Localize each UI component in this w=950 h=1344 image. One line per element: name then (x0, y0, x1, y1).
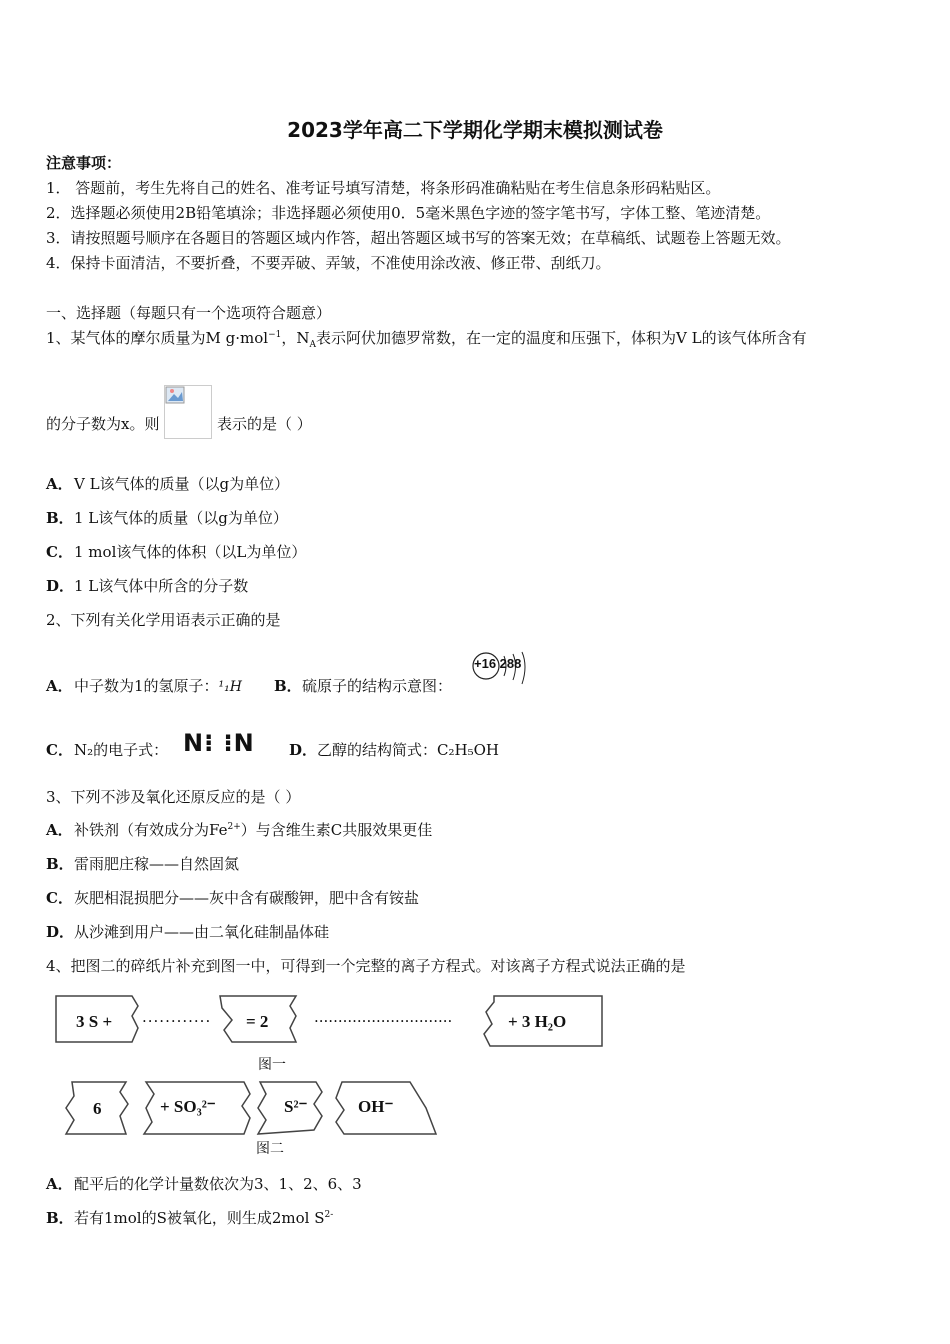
fig2-caption: 图二 (256, 1141, 284, 1157)
q3-option: B．雷雨肥庄稼——自然固氮 (46, 855, 240, 873)
q3-option: D．从沙滩到用户——由二氧化硅制晶体硅 (46, 923, 330, 941)
fig1-piece-h2o: + 3 H₂O (508, 1012, 567, 1031)
q2-option-d: D．乙醇的结构简式：C₂H₅OH (289, 741, 499, 759)
fig1-gap-dots: ............ (142, 1008, 212, 1026)
fig1-caption: 图一 (258, 1057, 286, 1073)
n2-electron-formula: N⁝ ⁝N (183, 729, 255, 757)
q1-option: A．V L该气体的质量（以g为单位） (46, 475, 290, 493)
q1-stem: 1、某气体的摩尔质量为M g·mol$^{-1}$，$N_A$表示阿伏加德罗常数，在一定的温度和压强下，体积为V L的该气体所含有 (46, 329, 807, 350)
fig2-piece-6: 6 (93, 1099, 102, 1118)
notice-item: 2．选择题必须使用2B铅笔填涂；非选择题必须使用0．5毫米黑色字迹的签字笔书写，字体工整、笔迹清楚。 (46, 204, 771, 222)
q3-stem: 3、下列不涉及氧化还原反应的是（ ） (46, 788, 301, 806)
fig2-piece-so3: + SO₃²⁻ (160, 1097, 216, 1116)
page-title: 2023学年高二下学期化学期末模拟测试卷 (287, 118, 663, 142)
hydrogen-isotope-symbol: ¹₁H (218, 679, 242, 695)
fig2-piece-s2: S²⁻ (284, 1097, 308, 1116)
q3-option: A．补铁剂（有效成分为$Fe^{2+}$）与含维生素C共服效果更佳 (46, 821, 433, 839)
fig1-piece-3s: 3 S + (76, 1012, 113, 1031)
fig2-piece-oh: OH⁻ (358, 1097, 394, 1116)
section-heading: 一、选择题（每题只有一个选项符合题意） (46, 304, 332, 322)
q1-option: B．1 L该气体的质量（以g为单位） (46, 509, 288, 527)
q4-stem: 4、把图二的碎纸片补充到图一中，可得到一个完整的离子方程式。对该离子方程式说法正确的是 (46, 957, 686, 975)
q3-option: C．灰肥相混损肥分——灰中含有碳酸钾，肥中含有铵盐 (46, 889, 420, 907)
notice-item: 4．保持卡面清洁，不要折叠，不要弄破、弄皱，不准使用涂改液、修正带、刮纸刀。 (46, 254, 611, 272)
notice-heading: 注意事项： (46, 154, 122, 172)
q1-stem-line2: 的分子数为x。则 表示的是（ ） (46, 385, 312, 439)
q2-option-c: C．N₂的电子式： (46, 741, 169, 759)
sulfur-atom-diagram: +16 288 (470, 650, 532, 690)
fig1-gap-dots: ............................. (314, 1008, 453, 1026)
q2-option-b: B．硫原子的结构示意图： (274, 677, 453, 695)
q1-option: C．1 mol该气体的体积（以L为单位） (46, 543, 307, 561)
q2-option-a: A．中子数为1的氢原子：¹₁H (46, 677, 242, 695)
fig1-piece-equals-2: = 2 (246, 1012, 269, 1031)
notice-item: 1． 答题前，考生先将自己的姓名、准考证号填写清楚，将条形码准确粘贴在考生信息条形码粘贴区。 (46, 179, 721, 197)
q1-option: D．1 L该气体中所含的分子数 (46, 577, 249, 595)
q4-option-b: B．若有1mol的S被氧化，则生成2mol $S^{2-}$ (46, 1209, 334, 1227)
broken-image-icon (164, 385, 212, 439)
notice-item: 3．请按照题号顺序在各题目的答题区域内作答，超出答题区域书写的答案无效；在草稿纸、试题卷上答题无效。 (46, 229, 791, 247)
q2-stem: 2、下列有关化学用语表示正确的是 (46, 611, 281, 629)
q4-option-a: A．配平后的化学计量数依次为3、1、2、6、3 (46, 1175, 362, 1193)
